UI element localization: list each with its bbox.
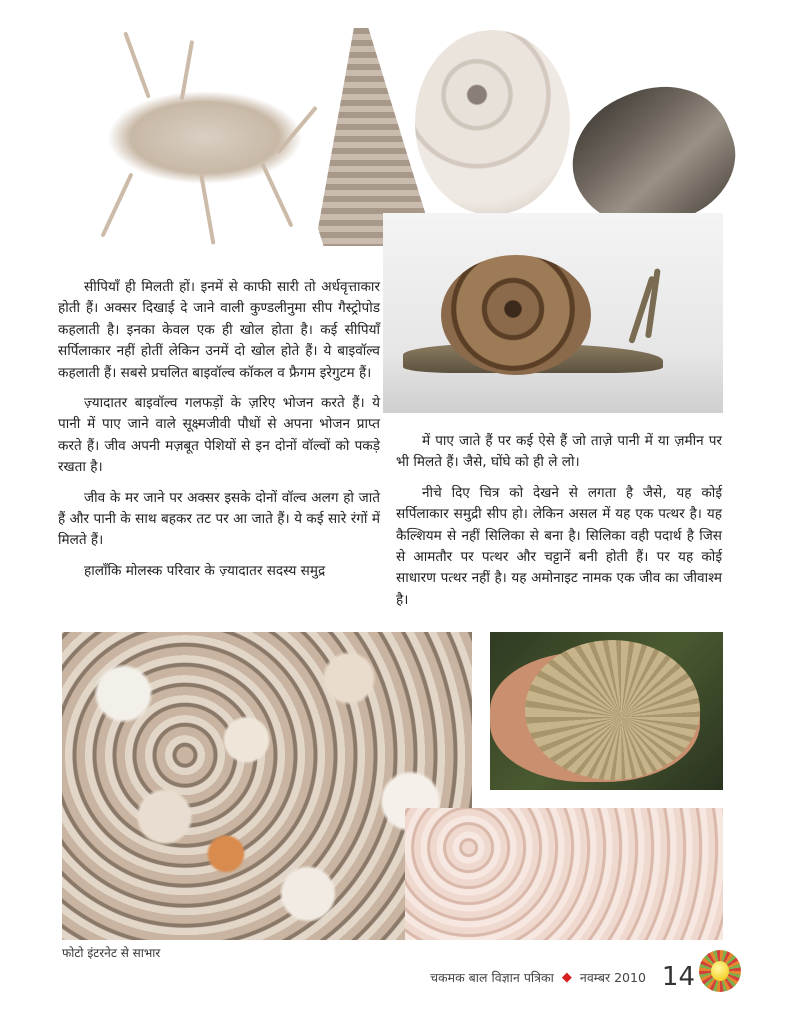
photo-credit: फोटो इंटरनेट से साभार [62,946,161,960]
left-text-column [58,277,380,591]
sun-logo-icon [699,950,741,992]
magazine-name: चकमक बाल विज्ञान पत्रिका [430,969,554,985]
ammonite-fossil-photo [490,632,723,790]
page-footer [430,962,695,992]
right-text-column [396,431,722,620]
paragraph: हालाँकि मोलस्क परिवार के ज़्यादातर सदस्य समुद्र [84,562,326,579]
paragraph: जीव के मर जाने पर अक्सर इसके दोनों वॉल्व अलग हो जाते हैं और पानी के साथ बहकर तट पर आ जाते हैं। ये कई सारे रंगों में मिलते हैं। [58,489,380,549]
paragraph: सीपियाँ ही मिलती हों। इनमें से काफी सारी तो अर्धवृत्ताकार होती हैं। अक्सर दिखाई दे जाने वाली कुण्डलीनुमा सीप गैस्ट्रोपोड कहलाती है। इनका केवल एक ही खोल होता है। कई सीपियाँ सर्पिलाकार नहीं होतीं लेकिन उनमें दो खोल होते हैं। ये बाइवॉल्व कहलाती हैं। सबसे प्रचलित बाइवॉल्व कॉकल व फ्रैगम इरेगुटम हैं। [58,279,380,381]
pink-shells-photo [405,808,723,940]
paragraph: में पाए जाते हैं पर कई ऐसे हैं जो ताज़े पानी में या ज़मीन पर भी मिलते हैं। जैसे, घोंघे को ही ले लो। [396,433,722,471]
white-snail-shell-photo [415,30,570,215]
page-number: 14 [661,962,695,992]
issue-date: नवम्बर 2010 [579,969,646,985]
snail-photo [383,213,723,413]
paragraph: नीचे दिए चित्र को देखने से लगता है जैसे, यह कोई सर्पिलाकार समुद्री सीप हो। लेकिन असल में यह एक पत्थर है। यह कैल्शियम से नहीं सिलिका से बना है। सिलिका वही पदार्थ है जिस से आमतौर पर पत्थर और चट्टानें बनी होती हैं। पर यह कोई साधारण पत्थर नहीं है। यह अमोनाइट नामक एक जीव का जीवाश्म है। [396,484,722,608]
diamond-separator-icon: ◆ [561,969,572,985]
paragraph: ज़्यादातर बाइवॉल्व गलफड़ों के ज़रिए भोजन करते हैं। ये पानी में पाए जाने वाले सूक्ष्मजीवी पौधों से अपना भोजन प्राप्त करते हैं। जीव अपनी मज़बूत पेशियों से इन दोनों वॉल्वों को पकड़े रखता है। [58,395,380,476]
spiny-murex-shell-photo [55,30,355,245]
